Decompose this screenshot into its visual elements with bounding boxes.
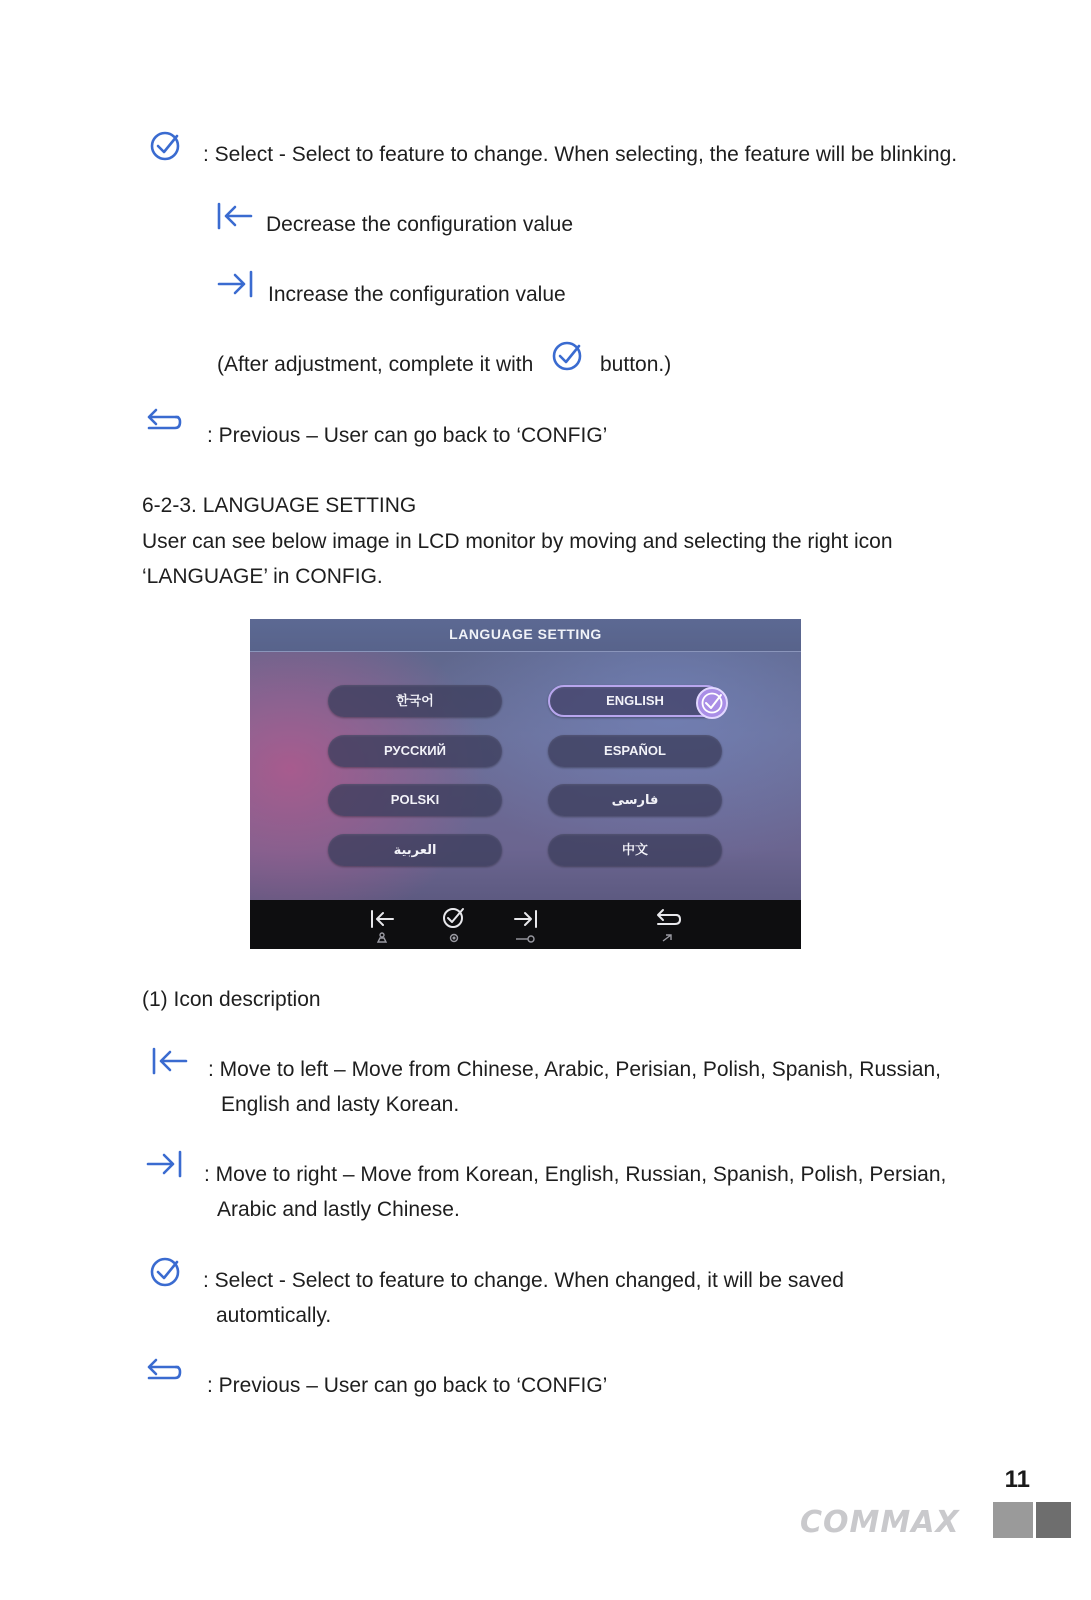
back-icon xyxy=(145,1356,183,1388)
selected-check-icon xyxy=(696,687,728,719)
logo-bar xyxy=(1036,1502,1071,1538)
brand-logo: COMMAX xyxy=(800,1505,960,1540)
move-right-icon[interactable] xyxy=(512,908,540,946)
icon-description-heading: (1) Icon description xyxy=(142,988,321,1011)
section-body-line-1: User can see below image in LCD monitor by moving and selecting the right icon xyxy=(142,530,893,553)
logo-bar xyxy=(993,1502,1033,1538)
language-option-persian[interactable]: فارسی xyxy=(548,784,722,816)
move-right-icon xyxy=(216,268,254,300)
select-description: : Select - Select to feature to change. When selecting, the feature will be blinking. xyxy=(203,143,958,166)
previous-description: : Previous – User can go back to ‘CONFIG’ xyxy=(207,424,608,447)
select-check-icon xyxy=(149,1256,181,1288)
select-description-line-2: automtically. xyxy=(216,1304,332,1327)
back-icon[interactable] xyxy=(655,907,683,945)
lcd-title: LANGUAGE SETTING xyxy=(449,626,602,642)
language-option-chinese[interactable]: 中文 xyxy=(548,834,722,866)
decrease-description: Decrease the configuration value xyxy=(266,213,574,236)
lcd-language-screen xyxy=(250,619,801,949)
language-option-english[interactable]: ENGLISH xyxy=(548,685,722,717)
move-left-description-line-2: English and lasty Korean. xyxy=(221,1093,460,1116)
select-check-icon[interactable] xyxy=(441,906,469,946)
move-right-description-line-2: Arabic and lastly Chinese. xyxy=(217,1198,460,1221)
move-left-icon[interactable] xyxy=(369,908,395,946)
language-option-polish[interactable]: POLSKI xyxy=(328,784,502,816)
select-description-line-1: : Select - Select to feature to change. When changed, it will be saved xyxy=(203,1269,844,1292)
move-right-description-line-1: : Move to right – Move from Korean, English, Russian, Spanish, Polish, Persian, xyxy=(204,1163,947,1186)
lcd-bottom-bar xyxy=(250,900,801,949)
select-check-icon xyxy=(149,130,181,162)
page-number: 11 xyxy=(1004,1466,1030,1493)
back-icon xyxy=(145,406,183,438)
language-option-spanish[interactable]: ESPAÑOL xyxy=(548,735,722,767)
language-option-arabic[interactable]: العربية xyxy=(328,834,502,866)
lcd-title-bar xyxy=(250,619,801,652)
move-left-icon xyxy=(216,200,254,232)
select-check-icon xyxy=(551,340,583,372)
increase-description: Increase the configuration value xyxy=(268,283,566,306)
language-option-korean[interactable]: 한국어 xyxy=(328,685,502,717)
language-option-russian[interactable]: РУССКИЙ xyxy=(328,735,502,767)
after-adjust-button-text: button.) xyxy=(600,353,672,376)
after-adjust-text: (After adjustment, complete it with xyxy=(217,353,534,376)
move-left-icon xyxy=(151,1045,189,1077)
move-left-description-line-1: : Move to left – Move from Chinese, Arabic, Perisian, Polish, Spanish, Russian, xyxy=(208,1058,942,1081)
section-heading: 6-2-3. LANGUAGE SETTING xyxy=(142,494,417,517)
previous-description: : Previous – User can go back to ‘CONFIG’ xyxy=(207,1374,608,1397)
move-right-icon xyxy=(145,1148,183,1180)
section-body-line-2: ‘LANGUAGE’ in CONFIG. xyxy=(142,565,383,588)
